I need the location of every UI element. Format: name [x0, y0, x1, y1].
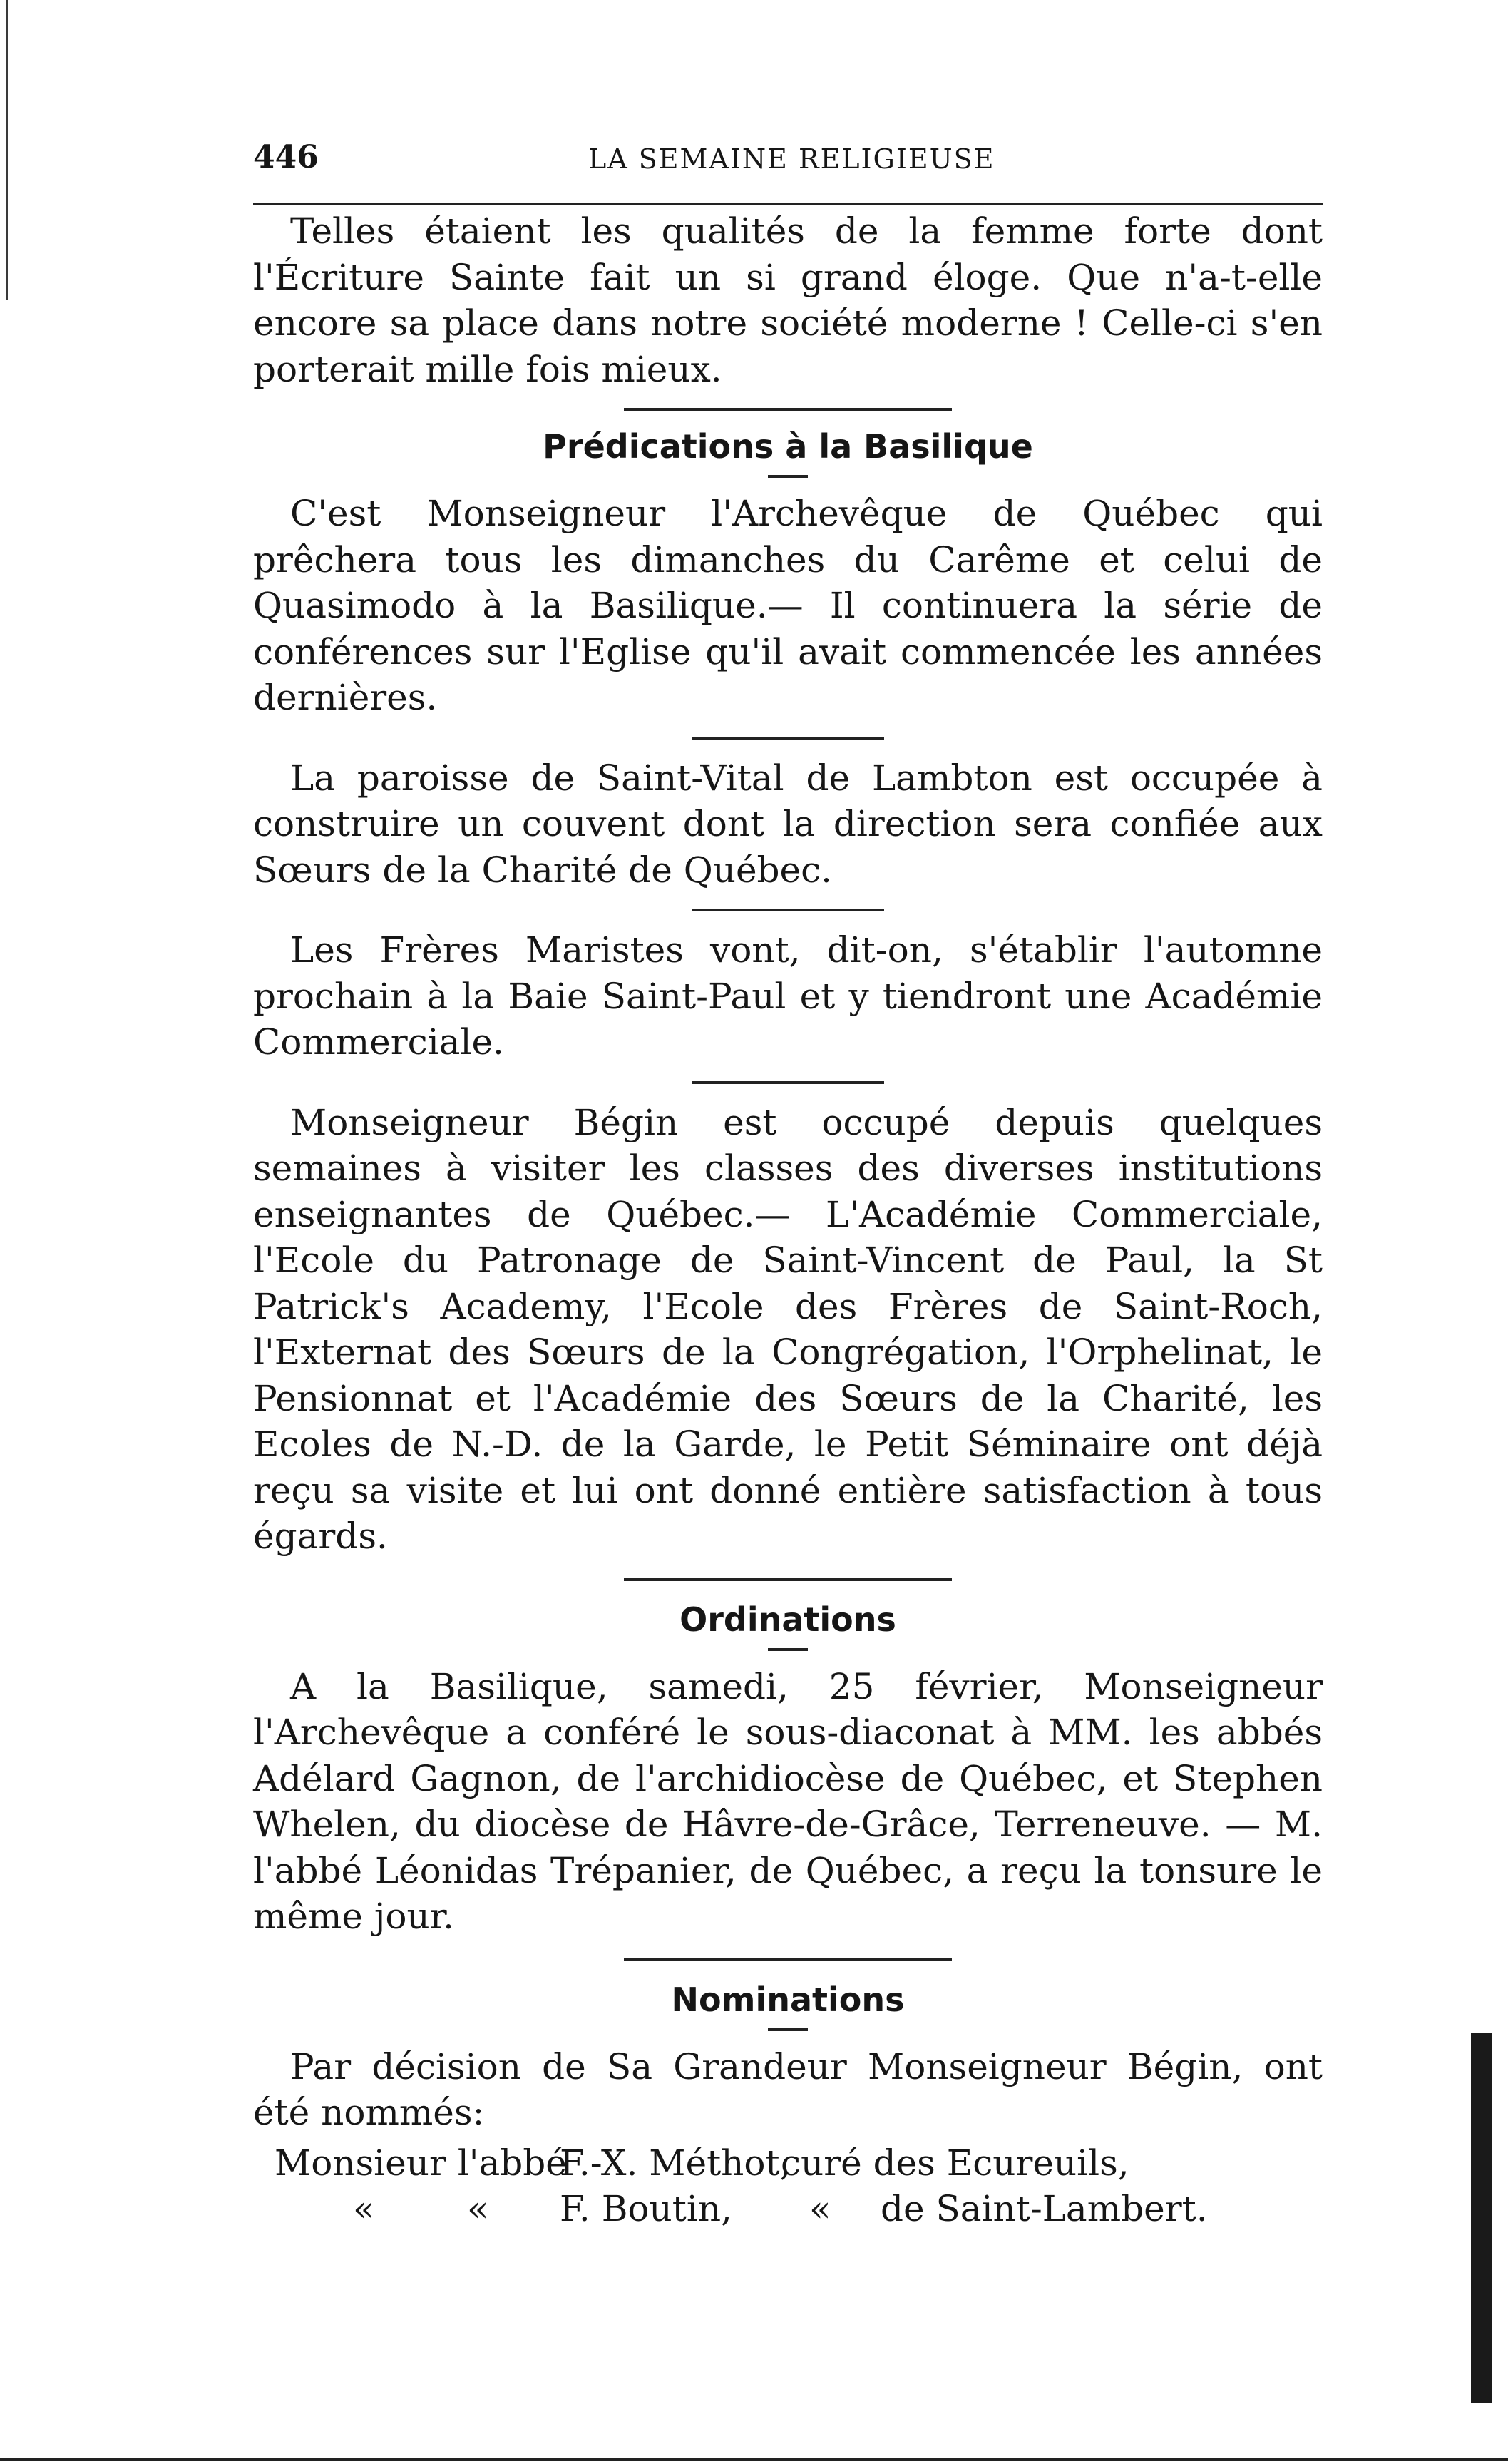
section-divider [624, 1578, 952, 1581]
paragraph-couvent: La paroisse de Saint-Vital de Lambton est occupée à construire un couvent dont la direction sera confiée aux Sœurs de la Charité de Québec. [253, 757, 1323, 891]
nominee-name: F. Boutin, [560, 2187, 732, 2229]
ditto-mark: « [467, 2187, 489, 2229]
ditto-mark: « [809, 2187, 831, 2229]
section-title-ordinations: Ordinations [679, 1600, 896, 1639]
title-underline [768, 1648, 808, 1651]
running-title: LA SEMAINE RELIGIEUSE [588, 143, 995, 175]
paragraph-divider [692, 737, 884, 740]
list-item [253, 2186, 1323, 2232]
title-underline [768, 475, 808, 478]
paragraph-ordinations: A la Basilique, samedi, 25 février, Monseigneur l'Archevêque a conféré le sous-diaconat à MM. les abbés Adélard Gagnon, de l'archidiocèse de Québec, et Stephen Whelen, du diocèse de Hâvre-de-Grâce, Terreneuve. — M. l'abbé Léonidas Trépanier, de Québec, a reçu la tonsure le même jour. [253, 1665, 1323, 1937]
title-underline [768, 2028, 808, 2031]
nominee-name: F.-X. Méthot, [560, 2142, 791, 2184]
section-title-predications: Prédications à la Basilique [543, 427, 1033, 466]
paragraph-visites: Monseigneur Bégin est occupé depuis quelques semaines à visiter les classes des diverses institutions enseignantes de Québec.— L'Académie Commerciale, l'Ecole du Patronage de Saint-Vincent de Paul, la St Patrick's Academy, l'Ecole des Frères de Saint-Roch, l'Externat des Sœurs de la Congrégation, l'Orphelinat, le Pensionnat et l'Académie des Sœurs de la Charité, les Ecoles de N.-D. de la Garde, le Petit Séminaire ont déjà reçu sa visite et lui ont donné entière satisfaction à tous égards. [253, 1101, 1323, 1557]
page-header [253, 139, 1323, 182]
article-body [253, 207, 1323, 2232]
nominations-list [253, 2140, 1323, 2232]
page-bottom-edge [0, 2458, 1508, 2461]
paragraph-nominations: Par décision de Sa Grandeur Monseigneur Bégin, ont été nommés: [253, 2045, 1323, 2133]
paragraph-freres-maristes: Les Frères Maristes vont, dit-on, s'établir l'automne prochain à la Baie Saint-Paul et y tiendront une Académie Commerciale. [253, 929, 1323, 1063]
nominee-role: de Saint-Lambert. [881, 2187, 1208, 2229]
paragraph-divider [692, 1081, 884, 1084]
paragraph-divider [692, 909, 884, 911]
section-divider [624, 1958, 952, 1961]
page-left-edge [6, 0, 8, 300]
nominee-title: Monsieur l'abbé [275, 2142, 567, 2184]
section-divider [624, 408, 952, 411]
paragraph-predications: C'est Monseigneur l'Archevêque de Québec qui prêchera tous les dimanches du Carême et celui de Quasimodo à la Basilique.— Il continuera la série de conférences sur l'Eglise qu'il avait commencée les années dernières. [253, 493, 1323, 718]
section-title-nominations: Nominations [671, 1980, 905, 2019]
ditto-mark: « [353, 2187, 375, 2229]
header-rule [253, 203, 1323, 205]
page-binding-shadow [1471, 2033, 1492, 2403]
nominee-role: curé des Ecureuils, [781, 2142, 1129, 2184]
page-number: 446 [253, 139, 319, 175]
list-item [253, 2140, 1323, 2186]
intro-paragraph: Telles étaient les qualités de la femme forte dont l'Écriture Sainte fait un si grand éloge. Que n'a-t-elle encore sa place dans notre société moderne ! Celle-ci s'en porterait mille fois mieux. [253, 210, 1323, 390]
